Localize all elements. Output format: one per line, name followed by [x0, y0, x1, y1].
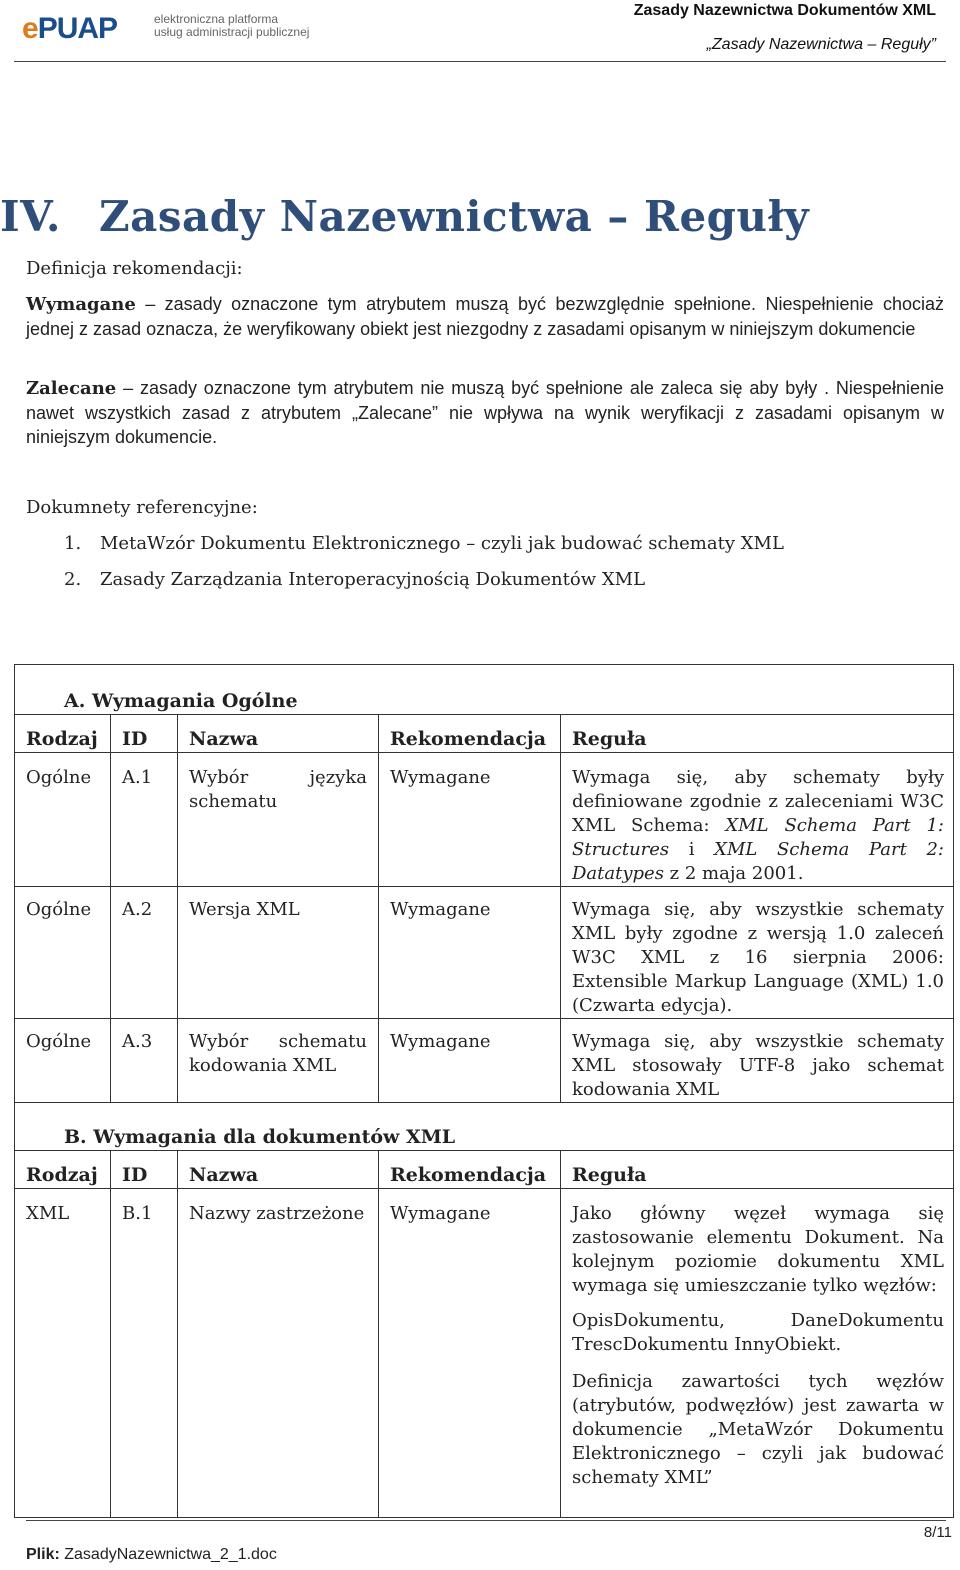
col-header-id: ID	[122, 1164, 148, 1186]
reference-item	[64, 533, 784, 554]
section-a-title: A. Wymagania Ogólne	[64, 690, 298, 712]
col-divider	[177, 1150, 178, 1518]
col-divider	[378, 714, 379, 1102]
header-section-title: „Zasady Nazewnictwa – Reguły”	[706, 36, 936, 53]
col-divider	[177, 714, 178, 1102]
col-header-rekomendacja: Rekomendacja	[390, 1164, 547, 1186]
regula-italic: XML Schema Part 2: Datatypes	[572, 839, 944, 884]
required-text: – zasady oznaczone tym atrybutem muszą być bezwzględnie spełnione. Niespełnienie chociaż jednej z zasad oznacza, że weryfikowany obiekt jest niezgodny z zasadami opisanym w niniejszym dokumencie	[26, 294, 944, 339]
col-header-rekomendacja: Rekomendacja	[390, 728, 547, 750]
table-rule	[14, 886, 954, 887]
recommended-term: Zalecane	[26, 378, 117, 399]
row-a3-regula: Wymaga się, aby wszystkie schematy XML stosowały UTF-8 jako schemat kodowania XML	[572, 1031, 944, 1100]
header-divider	[14, 61, 946, 62]
reference-text: Zasady Zarządzania Interoperacyjnością Dokumentów XML	[100, 569, 646, 590]
nazwa-word: języka	[309, 767, 367, 788]
required-definition	[26, 292, 944, 341]
row-b1-id: B.1	[122, 1203, 153, 1224]
epuap-logo	[22, 10, 322, 46]
table-rule	[14, 1018, 954, 1019]
row-a2-regula: Wymaga się, aby wszystkie schematy XML były zgodne z wersją 1.0 zaleceń W3C XML z 16 sierpnia 2006: Extensible Markup Language (XML) 1.0 (Czwarta edycja).	[572, 899, 944, 1016]
col-header-regula: Reguła	[572, 728, 647, 750]
row-a2-rodzaj: Ogólne	[26, 899, 92, 920]
footer-divider	[26, 1520, 946, 1521]
recommended-definition	[26, 376, 944, 449]
row-a1-nazwa	[189, 766, 367, 814]
col-header-nazwa: Nazwa	[189, 1164, 259, 1186]
col-divider	[378, 1150, 379, 1518]
row-a3-rekomendacja: Wymagane	[390, 1031, 491, 1052]
definition-label: Definicja rekomendacji:	[26, 258, 243, 279]
regula-text: i	[669, 839, 715, 860]
references-label: Dokumnety referencyjne:	[26, 497, 258, 518]
row-b1-regula-p3: Definicja zawartości tych węzłów (atrybutów, podwęzłów) jest zawarta w dokumencie „MetaWzór Dokumentu Elektronicznego – czyli jak budować schematy XML”	[572, 1371, 944, 1488]
row-a2-nazwa: Wersja XML	[189, 899, 300, 920]
nazwa-word: Wybór	[189, 767, 249, 788]
page-number: 8/11	[923, 1524, 952, 1541]
row-a1-rodzaj: Ogólne	[26, 767, 92, 788]
logo-subtitle-line2: usług administracji publicznej	[154, 25, 310, 39]
row-b1-nazwa: Nazwy zastrzeżone	[189, 1203, 365, 1224]
reference-number: 1.	[64, 533, 82, 554]
row-a3-id: A.3	[122, 1031, 153, 1052]
row-b1-regula-p1: Jako główny węzeł wymaga się zastosowanie elementu Dokument. Na kolejnym poziomie dokumentu XML wymaga się umieszczanie tylko węzłów:	[572, 1203, 944, 1296]
col-header-regula: Reguła	[572, 1164, 647, 1186]
row-a1-id: A.1	[122, 767, 153, 788]
row-a3-nazwa: Wybór schematu kodowania XML	[189, 1031, 367, 1076]
section-b-title: B. Wymagania dla dokumentów XML	[64, 1126, 456, 1148]
required-term: Wymagane	[26, 294, 136, 315]
row-a2-id: A.2	[122, 899, 153, 920]
table-rule	[14, 1150, 954, 1151]
table-rule	[14, 714, 954, 715]
regula-italic: XML Schema Part 1: Structures	[572, 815, 944, 860]
file-label: Plik:	[26, 1546, 60, 1563]
footer-file	[26, 1546, 277, 1564]
file-name: ZasadyNazewnictwa_2_1.doc	[64, 1546, 277, 1563]
row-b1-regula-p2: OpisDokumentu, DaneDokumentu TrescDokumentu InnyObiekt.	[572, 1310, 944, 1355]
table-rule	[14, 1188, 954, 1189]
col-divider	[110, 714, 111, 1102]
row-b1-rodzaj: XML	[26, 1203, 70, 1224]
col-divider	[110, 1150, 111, 1518]
header-doc-title: Zasady Nazewnictwa Dokumentów XML	[633, 2, 936, 19]
col-header-rodzaj: Rodzaj	[26, 728, 98, 750]
page-heading	[0, 192, 809, 241]
reference-number: 2.	[64, 569, 82, 590]
logo-subtitle-line1: elektroniczna platforma	[154, 12, 279, 26]
regula-text: z 2 maja 2001.	[663, 863, 804, 884]
table-rule	[14, 752, 954, 753]
row-b1-rekomendacja: Wymagane	[390, 1203, 491, 1224]
row-a1-regula	[572, 766, 944, 886]
row-a3-rodzaj: Ogólne	[26, 1031, 92, 1052]
logo-wordmark: ePUAP	[22, 12, 118, 45]
col-header-rodzaj: Rodzaj	[26, 1164, 98, 1186]
heading-title: Zasady Nazewnictwa – Reguły	[99, 192, 810, 241]
row-a1-rekomendacja: Wymagane	[390, 767, 491, 788]
col-divider	[560, 714, 561, 1102]
col-header-nazwa: Nazwa	[189, 728, 259, 750]
reference-item	[64, 569, 645, 590]
heading-number: IV.	[0, 192, 62, 241]
reference-text: MetaWzór Dokumentu Elektronicznego – czyli jak budować schematy XML	[100, 533, 784, 554]
table-rule	[14, 1102, 954, 1103]
regula-text: Wymaga się, aby schematy były definiowane zgodnie z zaleceniami W3C XML Schema:	[572, 767, 944, 836]
nazwa-word: schematu	[189, 791, 278, 812]
col-divider	[560, 1150, 561, 1518]
row-a2-rekomendacja: Wymagane	[390, 899, 491, 920]
recommended-text: – zasady oznaczone tym atrybutem nie muszą być spełnione ale zaleca się aby były . Niespełnienie nawet wszystkich zasad z atrybutem „Zalecane” nie wpływa na wynik weryfikacji z zasadami opisanym w niniejszym dokumencie.	[26, 378, 944, 447]
col-header-id: ID	[122, 728, 148, 750]
logo-subtitle	[154, 13, 309, 39]
